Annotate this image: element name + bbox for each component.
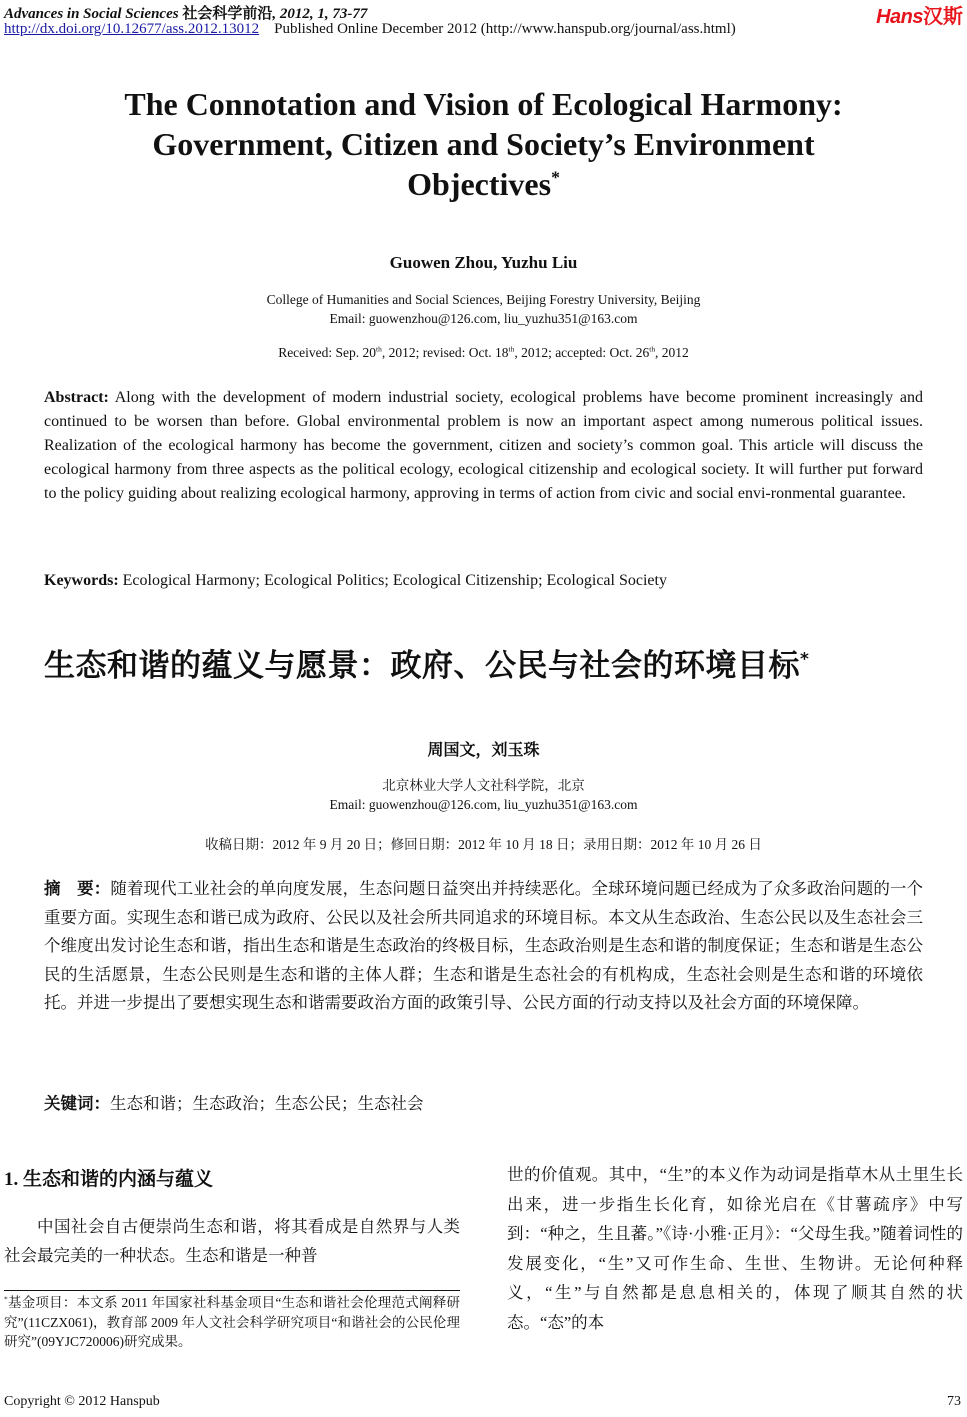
title-line-3-text: Objectives [407, 166, 552, 202]
revised-sup: th [508, 344, 515, 354]
published-online: Published Online December 2012 (http://www.hanspub.org/journal/ass.html) [274, 21, 736, 37]
hans-logo [876, 0, 963, 29]
page-number: 73 [947, 1394, 961, 1409]
chinese-abstract-text: 随着现代工业社会的单向度发展，生态问题日益突出并持续恶化。全球环境问题已经成为了众多政治问题的一个重要方面。实现生态和谐已成为政府、公民以及社会所共同追求的环境目标。本文从生态政治、生态公民以及生态社会三个维度出发讨论生态和谐，指出生态和谐是生态政治的终极目标，生态政治则是生态和谐的制度保证；生态和谐是生态公民的生活愿景，生态公民则是生态和谐的主体人群；生态和谐是生态社会的有机构成，生态社会则是生态和谐的环境依托。并进一步提出了要想实现生态和谐需要政治方面的政策引导、公民方面的行动支持以及社会方面的环境保障。 [44, 879, 924, 1012]
left-paragraph: 中国社会自古便崇尚生态和谐，将其看成是自然界与人类社会最完美的一种状态。生态和谐是一种普 [4, 1217, 460, 1265]
section-title: 生态和谐的内涵与蕴义 [23, 1168, 214, 1190]
english-abstract [44, 386, 923, 506]
logo-text-en: Hans [876, 6, 923, 28]
title-line-1: The Connotation and Vision of Ecological Harmony: [124, 86, 843, 122]
doi-line [4, 21, 736, 38]
received-date: Received: Sep. 20 [278, 345, 377, 360]
english-email: Email: guowenzhou@126.com, liu_yuzhu351@163.com [329, 311, 638, 326]
logo-text-cn: 汉斯 [923, 6, 963, 28]
right-column [507, 1160, 963, 1337]
journal-name-cn: 社会科学前沿 [182, 6, 273, 22]
section-number: 1. [4, 1169, 19, 1190]
footnote-divider [4, 1290, 460, 1291]
footnote [4, 1293, 460, 1352]
received-sup: th [376, 344, 382, 354]
copyright: Copyright © 2012 Hanspub [4, 1394, 160, 1409]
chinese-dates: 收稿日期：2012 年 9 月 20 日；修回日期：2012 年 10 月 18 日；录用日期：2012 年 10 月 26 日 [205, 837, 762, 852]
chinese-abstract [44, 875, 923, 1018]
revised-date: , 2012; revised: Oct. 18 [381, 345, 509, 360]
chinese-keywords-text: 生态和谐；生态政治；生态公民；生态社会 [110, 1094, 424, 1113]
footnote-mark: * [4, 1294, 8, 1304]
accepted-date: , 2012; accepted: Oct. 26 [514, 345, 650, 360]
chinese-email: Email: guowenzhou@126.com, liu_yuzhu351@163.com [329, 797, 638, 812]
chinese-keywords [44, 1090, 923, 1114]
abstract-label: Abstract: [44, 389, 109, 406]
english-authors: Guowen Zhou, Yuzhu Liu [389, 253, 578, 272]
left-column [4, 1212, 460, 1270]
keywords-label: Keywords: [44, 572, 119, 589]
section-heading [4, 1164, 213, 1191]
right-paragraph: 世的价值观。其中，“生”的本义作为动词是指草木从土里生长出来，进一步指生长化育，如徐光启在《甘薯疏序》中写到：“种之，生且蕃。”《诗·小雅·正月》：“父母生我。”随着词性的发展变化，“生”又可作生命、生世、生物讲。无论何种释义，“生”与自然都是息息相关的，体现了顺其自然的状态。“态”的本 [507, 1165, 963, 1332]
english-keywords [44, 572, 923, 590]
chinese-abstract-label: 摘 要： [44, 879, 111, 898]
chinese-title [44, 640, 944, 685]
english-dates [0, 345, 967, 361]
journal-header [4, 2, 367, 23]
keywords-text: Ecological Harmony; Ecological Politics; Ecological Citizenship; Ecological Society [122, 572, 667, 589]
journal-name: Advances in Social Sciences [4, 6, 179, 22]
chinese-authors: 周国文，刘玉珠 [427, 740, 540, 759]
chinese-title-text: 生态和谐的蕴义与愿景：政府、公民与社会的环境目标 [44, 648, 800, 684]
title-line-2: Government, Citizen and Society’s Environment [152, 126, 815, 162]
chinese-title-mark: * [800, 649, 810, 670]
journal-citation: , 2012, 1, 73-77 [272, 6, 368, 22]
title-line-3 [40, 164, 927, 204]
accepted-sup: th [649, 344, 656, 354]
doi-link[interactable]: http://dx.doi.org/10.12677/ass.2012.13012 [4, 21, 260, 37]
chinese-keywords-label: 关键词： [44, 1094, 110, 1113]
accepted-year: , 2012 [655, 345, 689, 360]
title-footnote-mark: * [551, 167, 560, 188]
chinese-affiliation-block [0, 776, 967, 814]
english-title [40, 84, 927, 204]
chinese-affiliation: 北京林业大学人文社科学院，北京 [382, 778, 585, 793]
abstract-text: Along with the development of modern industrial society, ecological problems have become prominent increasingly and continued to be worsen than before. Global environmental problem is now an important aspect among numerous political issues. Realization of the ecological harmony has become the government, citizen and society’s common goal. This article will discuss the ecological harmony from three aspects as the political ecology, ecological citizenship and ecological society. It will further put forward to the policy guiding about realizing ecological harmony, approving in terms of action from civic and social envi-ronmental guarantee. [44, 389, 924, 502]
footnote-text: 基金项目：本文系 2011 年国家社科基金项目“生态和谐社会伦理范式阐释研究”(11CZX061)，教育部 2009 年人文社会科学研究项目“和谐社会的公民伦理研究”(09YJC720006)研究成果。 [4, 1295, 460, 1349]
english-affiliation-block [0, 290, 967, 328]
english-affiliation: College of Humanities and Social Sciences, Beijing Forestry University, Beijing [266, 292, 701, 307]
